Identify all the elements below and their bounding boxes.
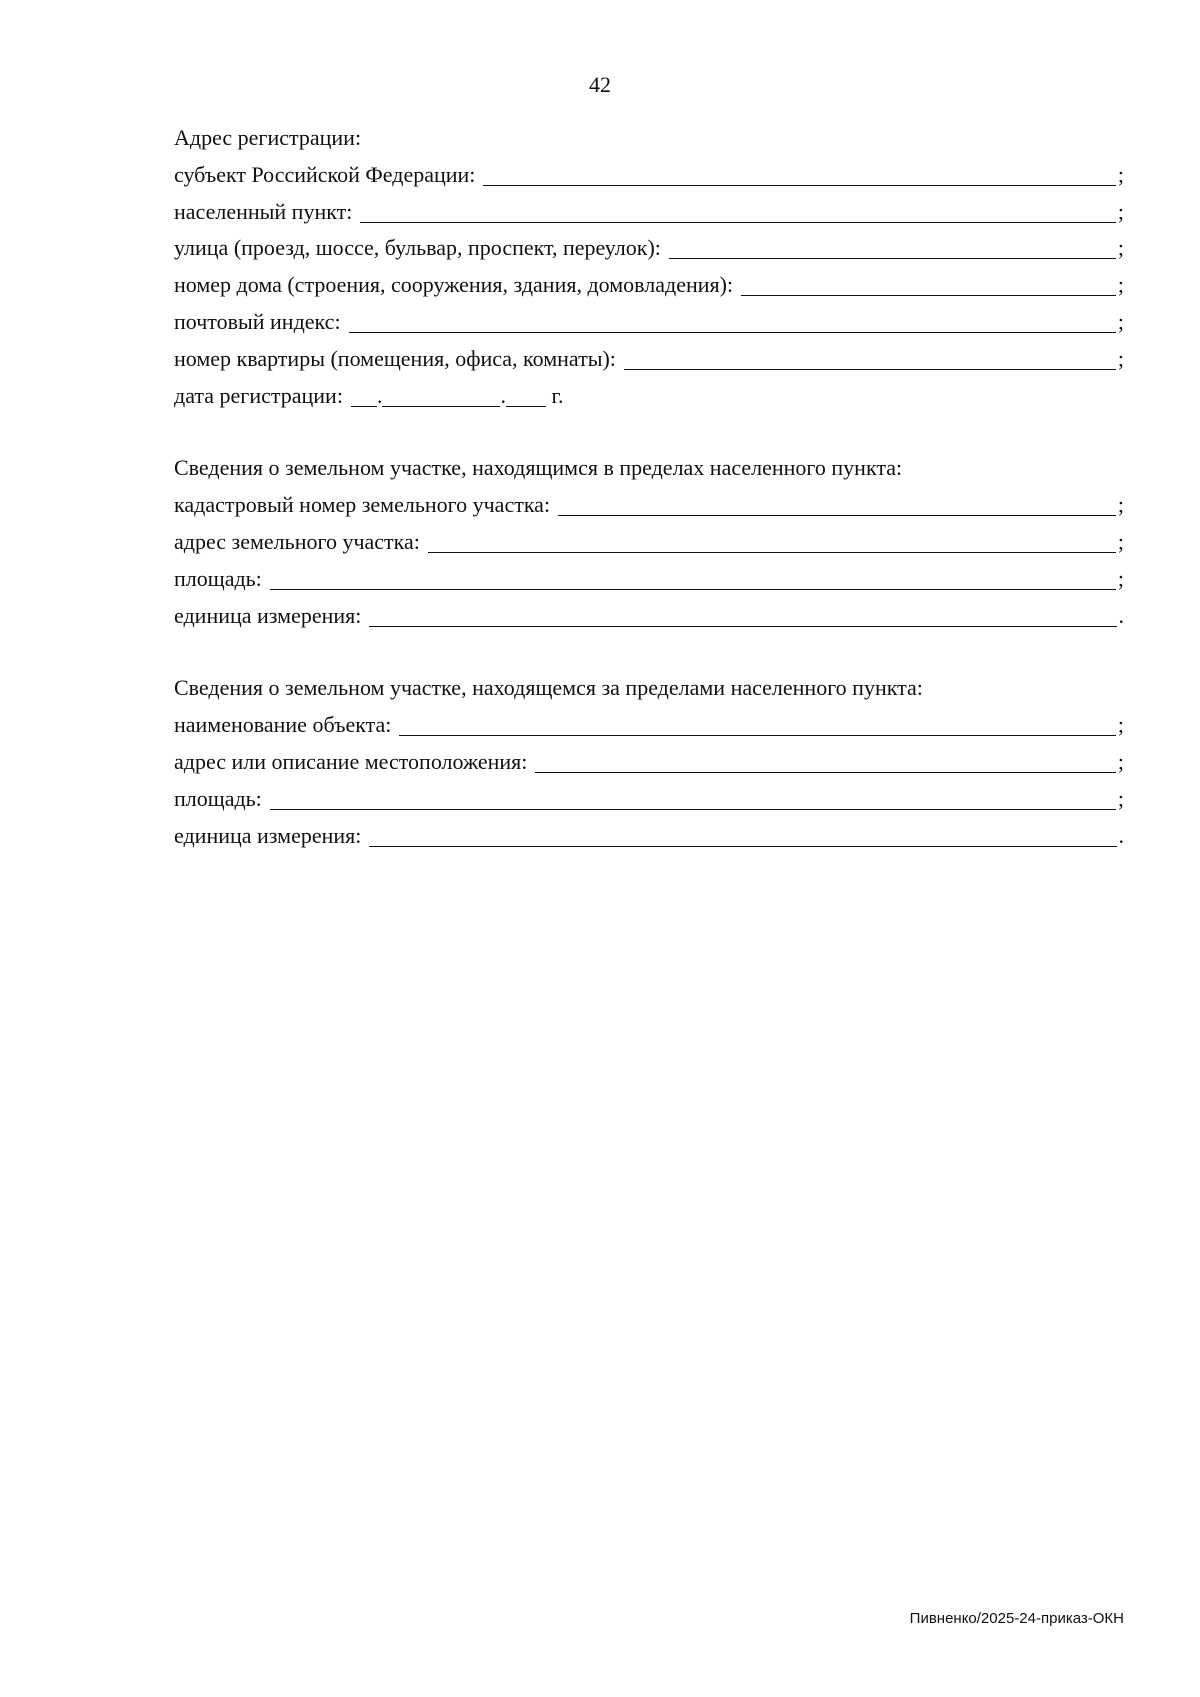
field-end-punct: ; <box>1117 712 1124 738</box>
field-object-name[interactable] <box>174 707 1124 744</box>
section-gap <box>174 414 1124 450</box>
fill-in-blank[interactable] <box>669 258 1116 259</box>
field-label: кадастровый номер земельного участка: <box>174 492 551 518</box>
field-label: номер квартиры (помещения, офиса, комнаты): <box>174 345 616 371</box>
field-apartment[interactable] <box>174 341 1124 378</box>
field-label: дата регистрации: <box>174 382 343 408</box>
field-end-punct: ; <box>1117 161 1124 187</box>
field-end-punct: . <box>1118 602 1124 628</box>
field-plot-address[interactable] <box>174 524 1124 561</box>
field-registration-date[interactable] <box>174 378 1124 415</box>
date-separator: . <box>376 382 383 408</box>
fill-in-blank[interactable] <box>428 552 1116 553</box>
field-label: адрес или описание местоположения: <box>174 748 528 774</box>
date-month-blank[interactable] <box>382 406 500 407</box>
fill-in-blank[interactable] <box>399 735 1115 736</box>
form-content <box>174 120 1124 854</box>
fill-in-blank[interactable] <box>349 332 1116 333</box>
document-footer-id: Пивненко/2025-24-приказ-ОКН <box>909 1610 1124 1627</box>
field-locality[interactable] <box>174 194 1124 231</box>
registration-heading: Адрес регистрации: <box>174 125 362 150</box>
fill-in-blank[interactable] <box>360 222 1116 223</box>
field-label: единица измерения: <box>174 602 362 628</box>
page-number: 42 <box>589 72 611 97</box>
field-end-punct: ; <box>1117 272 1124 298</box>
field-end-punct: . <box>1118 822 1124 848</box>
fill-in-blank[interactable] <box>270 589 1116 590</box>
field-label: улица (проезд, шоссе, бульвар, проспект, переулок): <box>174 235 661 261</box>
field-end-punct: ; <box>1117 748 1124 774</box>
field-outside-unit[interactable] <box>174 818 1124 855</box>
fill-in-blank[interactable] <box>624 369 1116 370</box>
field-plot-area[interactable] <box>174 561 1124 598</box>
field-label: адрес земельного участка: <box>174 528 420 554</box>
field-label: наименование объекта: <box>174 712 392 738</box>
field-label: площадь: <box>174 785 262 811</box>
field-label: населенный пункт: <box>174 198 353 224</box>
field-cadastral-number[interactable] <box>174 487 1124 524</box>
field-location-description[interactable] <box>174 744 1124 781</box>
field-label: единица измерения: <box>174 822 362 848</box>
field-label: номер дома (строения, сооружения, здания, домовладения): <box>174 272 734 298</box>
field-end-punct: ; <box>1117 198 1124 224</box>
field-street[interactable] <box>174 230 1124 267</box>
date-separator: . <box>500 382 506 408</box>
fill-in-blank[interactable] <box>483 185 1115 186</box>
field-end-punct: ; <box>1117 528 1124 554</box>
fill-in-blank[interactable] <box>741 295 1116 296</box>
fill-in-blank[interactable] <box>369 846 1116 847</box>
fill-in-blank[interactable] <box>558 515 1116 516</box>
date-year-suffix: г. <box>545 382 564 408</box>
field-end-punct: ; <box>1117 492 1124 518</box>
field-end-punct: ; <box>1117 785 1124 811</box>
field-plot-unit[interactable] <box>174 598 1124 635</box>
section-gap <box>174 634 1124 670</box>
field-end-punct: ; <box>1117 235 1124 261</box>
fill-in-blank[interactable] <box>270 809 1116 810</box>
field-outside-area[interactable] <box>174 781 1124 818</box>
fill-in-blank[interactable] <box>369 626 1116 627</box>
field-label: субъект Российской Федерации: <box>174 161 476 187</box>
field-postal-code[interactable] <box>174 304 1124 341</box>
date-year-blank[interactable] <box>506 406 546 407</box>
field-label: площадь: <box>174 565 262 591</box>
field-end-punct: ; <box>1117 308 1124 334</box>
field-house-number[interactable] <box>174 267 1124 304</box>
plot-inside-heading: Сведения о земельном участке, находящимся в пределах населенного пункта: <box>174 455 903 481</box>
plot-outside-heading: Сведения о земельном участке, находящемся за пределами населенного пункта: <box>174 675 923 701</box>
field-end-punct: ; <box>1117 345 1124 371</box>
field-label: почтовый индекс: <box>174 308 341 334</box>
field-subject-rf[interactable] <box>174 157 1124 194</box>
date-day-blank[interactable] <box>351 406 377 407</box>
fill-in-blank[interactable] <box>535 772 1115 773</box>
field-end-punct: ; <box>1117 565 1124 591</box>
